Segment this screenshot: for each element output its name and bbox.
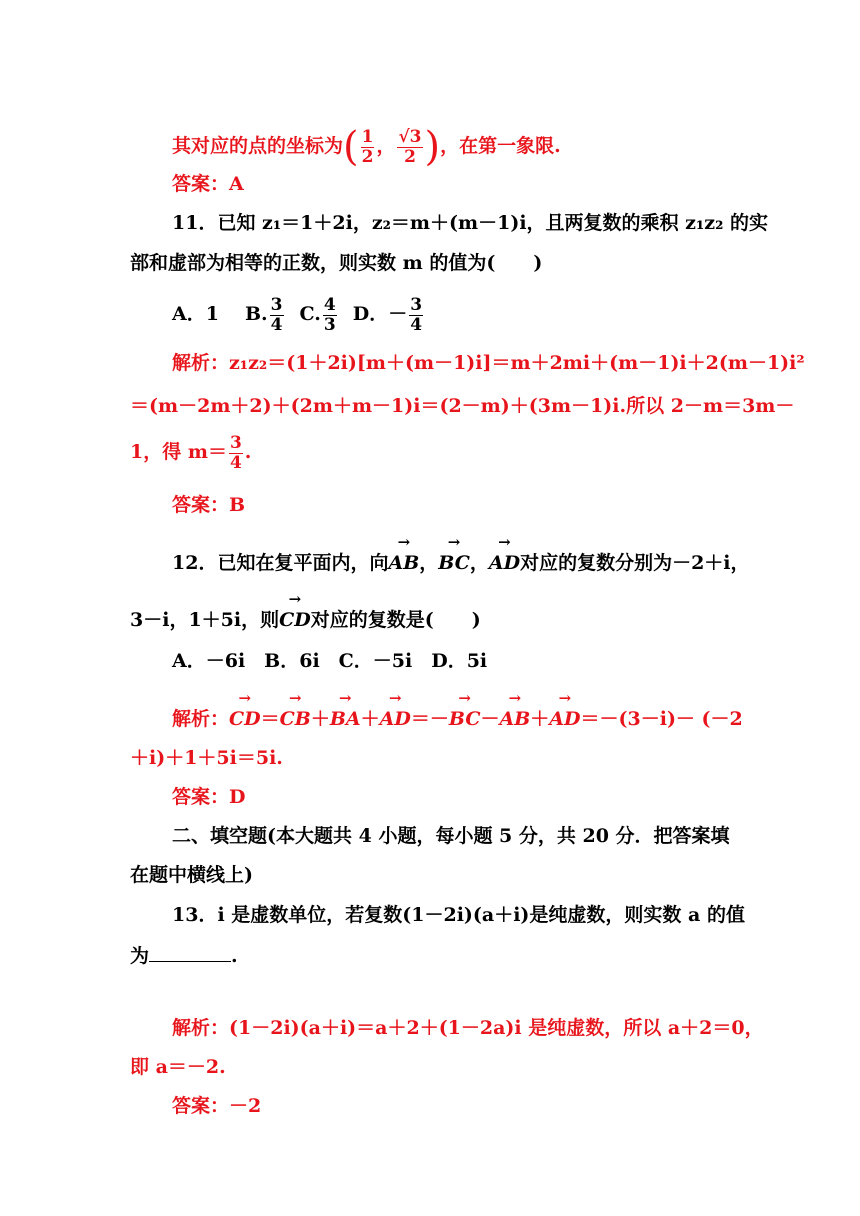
- question-13-line-1: 13．i 是虚数单位，若复数(1－2i)(a＋i)是纯虚数，则实数 a 的值: [172, 904, 745, 926]
- answer-10: 答案：A: [172, 173, 244, 195]
- fraction-one-half: $\frac{1}{2}$: [361, 126, 374, 167]
- vector-ad: → AD: [489, 550, 520, 576]
- solution-13-line-1: 解析：(1－2i)(a＋i)＝a＋2＋(1－2a)i 是纯虚数，所以 a＋2＝0，: [172, 1017, 764, 1039]
- question-11-line-1: 11．已知 z₁＝1＋2i，z₂＝m＋(m－1)i，且两复数的乘积 z₁z₂ 的实: [172, 212, 769, 234]
- question-11-line-2: 部和虚部为相等的正数，则实数 m 的值为( ): [130, 252, 543, 274]
- section-2-heading-line-1: 二、填空题(本大题共 4 小题，每小题 5 分，共 20 分．把答案填: [172, 825, 730, 847]
- answer-11: 答案：B: [172, 494, 246, 516]
- question-13-line-2: 为 .: [130, 941, 238, 969]
- solution-11-line-1: 解析：z₁z₂＝(1＋2i)[m＋(m－1)i]＝m＋2mi＋(m－1)i＋2(m－1)i²: [172, 352, 805, 374]
- vector-cd: → CD: [279, 607, 311, 633]
- vector-ab: → AB: [388, 550, 419, 576]
- solution-10-conclusion: 其对应的点的坐标为( $\frac{1}{2}$ ， $\frac{√3}{2}$ )，在第一象限.: [172, 124, 561, 170]
- question-11-options: A．1 B. $\frac{3}{4}$ C. $\frac{4}{3}$ D．－ $\frac{3}{4}$: [172, 294, 423, 335]
- solution-13-line-2: 即 a＝－2.: [130, 1056, 226, 1078]
- right-paren: ): [424, 124, 441, 170]
- left-paren: (: [343, 124, 359, 170]
- answer-13: 答案：－2: [172, 1095, 262, 1117]
- question-12-options: A．－6i B．6i C．－5i D．5i: [172, 650, 488, 672]
- vector-bc: → BC: [438, 550, 470, 576]
- answer-blank: [149, 941, 231, 962]
- solution-11-line-3: 1，得 m＝ $\frac{3}{4}$ .: [130, 432, 252, 473]
- solution-12-line-2: ＋i)＋1＋5i＝5i.: [130, 747, 283, 769]
- solution-11-line-2: ＝(m－2m＋2)＋(2m＋m－1)i＝(2－m)＋(3m－1)i.所以 2－m＝3m－: [130, 395, 795, 417]
- answer-12: 答案：D: [172, 786, 246, 808]
- section-2-heading-line-2: 在题中横线上): [130, 864, 253, 886]
- solution-12-line-1: 解析：→ CD＝→ CB＋→ BA＋→ AD＝－→ BC－→ AB＋→ AD＝－(3－i)－ (－2: [172, 706, 743, 732]
- question-12-line-2: 3－i，1＋5i，则→ CD对应的复数是( ): [130, 607, 481, 633]
- question-12-line-1: 12．已知在复平面内，向→ AB，→ BC，→ AD对应的复数分别为－2＋i，: [172, 550, 750, 576]
- fraction-root3-over-2: $\frac{√3}{2}$: [398, 126, 422, 167]
